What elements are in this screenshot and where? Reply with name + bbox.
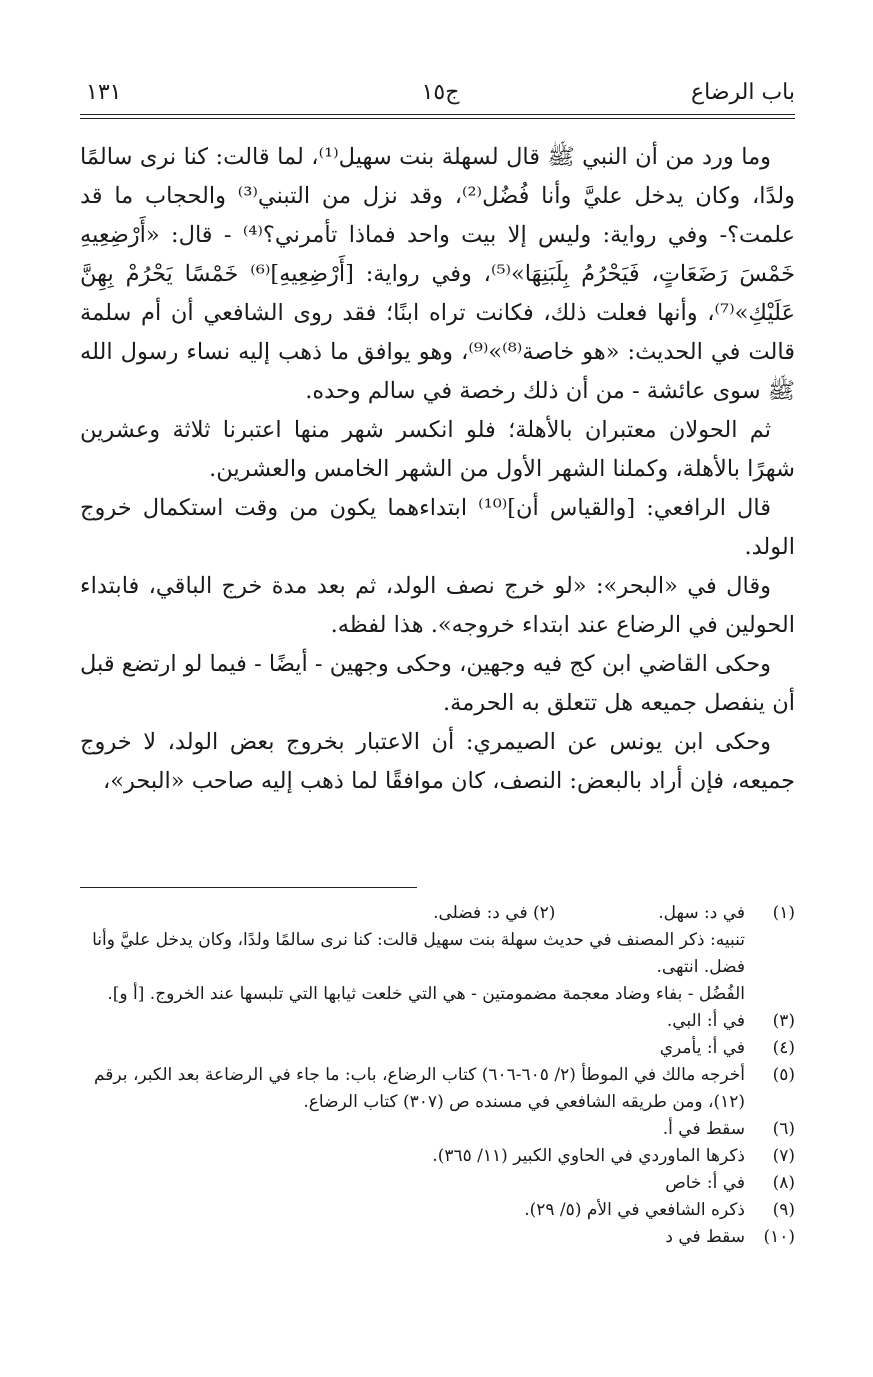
header-rule bbox=[80, 114, 795, 115]
main-text bbox=[80, 138, 795, 801]
footnote-item bbox=[80, 1062, 795, 1116]
footnote-text: في أ: البي. bbox=[666, 1011, 745, 1031]
footnote-note: تنبيه: ذكر المصنف في حديث سهلة بنت سهيل قالت: كنا نرى سالمًا ولدًا، وكان يدخل عليَّ وأنا فضل. انتهى. bbox=[92, 930, 745, 977]
footnote-number: (٤) bbox=[772, 1038, 795, 1058]
footnote-text: في د: فضلى. bbox=[433, 903, 528, 923]
header-rule-second bbox=[80, 118, 795, 119]
page-header bbox=[86, 78, 795, 112]
footnote-row bbox=[80, 900, 795, 927]
footnote-number: (٩) bbox=[772, 1200, 795, 1220]
footnote-item bbox=[80, 1143, 795, 1170]
footnote-text: في أ: خاص bbox=[665, 1173, 745, 1193]
footnote-item bbox=[80, 1035, 795, 1062]
chapter-title: باب الرضاع bbox=[691, 80, 795, 105]
paragraph: وقال في «البحر»: «لو خرج نصف الولد، ثم بعد مدة خرج الباقي، فابتداء الحولين في الرضاع عند ابتداء خروجه». هذا لفظه. bbox=[80, 573, 795, 638]
footnote-text: ذكره الشافعي في الأم (٥/ ٢٩). bbox=[524, 1200, 745, 1220]
footnote-number: (٢) bbox=[533, 903, 556, 923]
footnote-text: في د: سهل. bbox=[658, 903, 745, 923]
paragraph: ثم الحولان معتبران بالأهلة؛ فلو انكسر شهر منها اعتبرنا ثلاثة وعشرين شهرًا بالأهلة، وكملنا الشهر الأول من الشهر الخامس والعشرين. bbox=[80, 417, 795, 482]
volume-label: ج١٥ bbox=[421, 80, 460, 105]
paragraph: وحكى ابن يونس عن الصيمري: أن الاعتبار بخروج بعض الولد، لا خروج جميعه، فإن أراد بالبعض: النصف، كان موافقًا لما ذهب إليه صاحب «البحر»، bbox=[80, 729, 795, 794]
footnote-text: في أ: يأمري bbox=[659, 1038, 745, 1058]
footnote-text: سقط في د bbox=[665, 1227, 745, 1247]
footnote-number: (٧) bbox=[772, 1146, 795, 1166]
footnote-item bbox=[80, 1116, 795, 1143]
footnote-text: أخرجه مالك في الموطأ (٢/ ٦٠٥-٦٠٦) كتاب الرضاع، باب: ما جاء في الرضاعة بعد الكبر، برقم (١٢)، ومن طريقه الشافعي في مسنده ص (٣٠٧) كتاب الرضاع. bbox=[93, 1065, 745, 1112]
footnote-item bbox=[80, 1224, 795, 1251]
footnote-item bbox=[80, 1008, 795, 1035]
footnote-number: (١) bbox=[772, 903, 795, 923]
footnote-number: (٥) bbox=[772, 1065, 795, 1085]
footnote-text: سقط في أ. bbox=[662, 1119, 745, 1139]
footnote-text: ذكرها الماوردي في الحاوي الكبير (١١/ ٣٦٥). bbox=[432, 1146, 745, 1166]
paragraph: وحكى القاضي ابن كج فيه وجهين، وحكى وجهين - أيضًا - فيما لو ارتضع قبل أن ينفصل جميعه هل تتعلق به الحرمة. bbox=[80, 651, 795, 716]
footnote-number: (٨) bbox=[772, 1173, 795, 1193]
paragraph: وما ورد من أن النبي ﷺ قال لسهلة بنت سهيل⁽¹⁾، لما قالت: كنا نرى سالمًا ولدًا، وكان يدخل عليَّ وأنا فُضُل⁽²⁾، وقد نزل من التبني⁽³⁾ والحجاب ما قد علمت؟- وفي رواية: وليس إلا بيت واحد فماذا تأمرني؟⁽⁴⁾ - قال: «أَرْضِعِيهِ خَمْسَ رَضَعَاتٍ، فَيَحْرُمُ بِلَبَنِهَا»⁽⁵⁾، وفي رواية: [أَرْضِعِيهِ]⁽⁶⁾ خَمْسًا يَحْرُمْ بِهِنَّ عَلَيْكِ»⁽⁷⁾، وأنها فعلت ذلك، فكانت تراه ابنًا؛ فقد روى الشافعي أن أم سلمة قالت في الحديث: «هو خاصة⁽⁸⁾»⁽⁹⁾، وهو يوافق ما ذهب إليه نساء رسول الله ﷺ سوى عائشة - من أن ذلك رخصة في سالم وحده. bbox=[80, 144, 796, 404]
page-number: ١٣١ bbox=[86, 80, 122, 105]
paragraph: قال الرافعي: [والقياس أن]⁽¹⁰⁾ ابتداءهما يكون من وقت استكمال خروج الولد. bbox=[80, 495, 795, 560]
footnote-number: (١٠) bbox=[763, 1227, 795, 1247]
footnote-number: (٦) bbox=[772, 1119, 795, 1139]
footnote-note: الفُضُل - بفاء وضاد معجمة مضمومتين - هي التي خلعت ثيابها التي تلبسها عند الخروج. [أ و]. bbox=[107, 984, 745, 1004]
footnote-item bbox=[80, 1197, 795, 1224]
footnote-number: (٣) bbox=[772, 1011, 795, 1031]
footnotes bbox=[80, 900, 795, 1251]
footnote-separator bbox=[80, 887, 417, 888]
footnote-item bbox=[80, 1170, 795, 1197]
